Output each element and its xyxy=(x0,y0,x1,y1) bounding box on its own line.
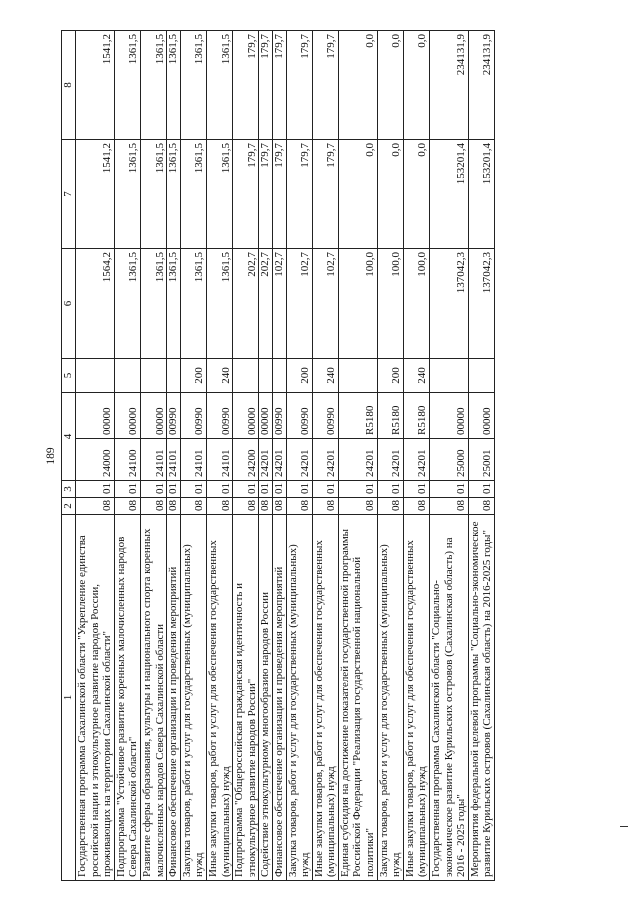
section-code-cell: 08 xyxy=(403,498,429,515)
amount-col7-cell: 0,0 xyxy=(338,140,377,249)
header-cell: 4 xyxy=(62,393,76,481)
target-article-part1-cell: 24101 xyxy=(140,439,166,481)
target-article-part1-cell: 24201 xyxy=(403,439,429,481)
table-row xyxy=(312,31,338,881)
amount-col6-cell: 1361,5 xyxy=(114,249,140,359)
amount-col6-cell: 102,7 xyxy=(286,249,312,359)
subsection-code-cell: 01 xyxy=(272,481,286,498)
expense-type-cell xyxy=(338,359,377,393)
target-article-part2-cell: 00990 xyxy=(312,393,338,439)
target-article-part1-cell: 24100 xyxy=(114,439,140,481)
section-code-cell: 08 xyxy=(259,498,273,515)
expense-type-cell xyxy=(167,359,181,393)
amount-col8-cell: 1541,2 xyxy=(76,31,115,140)
subsection-code-cell: 01 xyxy=(403,481,429,498)
amount-col8-cell: 179,7 xyxy=(233,31,259,140)
section-code-cell: 08 xyxy=(312,498,338,515)
amount-col8-cell: 1361,5 xyxy=(180,31,206,140)
subsection-code-cell: 01 xyxy=(468,481,494,498)
target-article-part2-cell: R5180 xyxy=(403,393,429,439)
target-article-part2-cell: 00000 xyxy=(140,393,166,439)
section-code-cell: 08 xyxy=(180,498,206,515)
expense-type-cell: 240 xyxy=(403,359,429,393)
header-cell: 5 xyxy=(62,359,76,393)
table-row xyxy=(272,31,286,881)
row-name-cell: Иные закупки товаров, работ и услуг для обеспечения государственных (муниципальных) нужд xyxy=(206,515,232,881)
amount-col6-cell: 1361,5 xyxy=(180,249,206,359)
target-article-part1-cell: 24201 xyxy=(312,439,338,481)
table-row xyxy=(377,31,403,881)
amount-col8-cell: 1361,5 xyxy=(140,31,166,140)
amount-col8-cell: 1361,5 xyxy=(206,31,232,140)
subsection-code-cell: 01 xyxy=(338,481,377,498)
header-cell: 3 xyxy=(62,481,76,498)
subsection-code-cell: 01 xyxy=(76,481,115,498)
subsection-code-cell: 01 xyxy=(206,481,232,498)
row-name-cell: Содействие этнокультурному многообразию народов России xyxy=(259,515,273,881)
amount-col6-cell: 102,7 xyxy=(272,249,286,359)
table-row xyxy=(180,31,206,881)
header-cell: 7 xyxy=(62,140,76,249)
subsection-code-cell: 01 xyxy=(167,481,181,498)
section-code-cell: 08 xyxy=(114,498,140,515)
expense-type-cell xyxy=(259,359,273,393)
section-code-cell: 08 xyxy=(167,498,181,515)
amount-col7-cell: 179,7 xyxy=(233,140,259,249)
row-name-cell: Иные закупки товаров, работ и услуг для обеспечения государственных (муниципальных) нужд xyxy=(403,515,429,881)
amount-col8-cell: 179,7 xyxy=(272,31,286,140)
amount-col6-cell: 202,7 xyxy=(259,249,273,359)
table-row xyxy=(206,31,232,881)
subsection-code-cell: 01 xyxy=(140,481,166,498)
table-row xyxy=(468,31,494,881)
section-code-cell: 08 xyxy=(286,498,312,515)
amount-col6-cell: 1361,5 xyxy=(167,249,181,359)
amount-col7-cell: 1361,5 xyxy=(114,140,140,249)
subsection-code-cell: 01 xyxy=(259,481,273,498)
expense-type-cell xyxy=(272,359,286,393)
header-cell: 2 xyxy=(62,498,76,515)
amount-col7-cell: 1361,5 xyxy=(180,140,206,249)
table-row xyxy=(338,31,377,881)
expense-type-cell xyxy=(140,359,166,393)
subsection-code-cell: 01 xyxy=(114,481,140,498)
target-article-part1-cell: 24101 xyxy=(206,439,232,481)
target-article-part1-cell: 24201 xyxy=(272,439,286,481)
table-row xyxy=(114,31,140,881)
row-name-cell: Закупка товаров, работ и услуг для государственных (муниципальных) нужд xyxy=(180,515,206,881)
target-article-part2-cell: 00990 xyxy=(272,393,286,439)
target-article-part2-cell: 00990 xyxy=(180,393,206,439)
target-article-part1-cell: 24200 xyxy=(233,439,259,481)
target-article-part2-cell: 00000 xyxy=(114,393,140,439)
amount-col8-cell: 0,0 xyxy=(377,31,403,140)
amount-col7-cell: 179,7 xyxy=(259,140,273,249)
subsection-code-cell: 01 xyxy=(312,481,338,498)
amount-col8-cell: 179,7 xyxy=(286,31,312,140)
section-code-cell: 08 xyxy=(76,498,115,515)
amount-col7-cell: 153201,4 xyxy=(430,140,469,249)
row-name-cell: Подпрограмма "Общероссийская гражданская идентичность и этнокультурное развитие народов России" xyxy=(233,515,259,881)
table-row xyxy=(286,31,312,881)
row-name-cell: Государственная программа Сахалинской области "Социально-экономическое развитие Курильских островов (Сахалинская область) на 2016 - 2025 годы" xyxy=(430,515,469,881)
table-row xyxy=(430,31,469,881)
target-article-part2-cell: 00000 xyxy=(259,393,273,439)
target-article-part2-cell: R5180 xyxy=(377,393,403,439)
amount-col6-cell: 1361,5 xyxy=(140,249,166,359)
amount-col8-cell: 234131,9 xyxy=(430,31,469,140)
target-article-part2-cell: 00000 xyxy=(76,393,115,439)
section-code-cell: 08 xyxy=(377,498,403,515)
amount-col6-cell: 137042,3 xyxy=(468,249,494,359)
target-article-part2-cell: 00000 xyxy=(468,393,494,439)
row-name-cell: Подпрограмма "Устойчивое развитие коренных малочисленных народов Севера Сахалинской области" xyxy=(114,515,140,881)
target-article-part1-cell: 24101 xyxy=(167,439,181,481)
expense-type-cell xyxy=(468,359,494,393)
section-code-cell: 08 xyxy=(338,498,377,515)
amount-col6-cell: 137042,3 xyxy=(430,249,469,359)
amount-col6-cell: 100,0 xyxy=(377,249,403,359)
target-article-part2-cell: 00990 xyxy=(167,393,181,439)
target-article-part2-cell: 00000 xyxy=(233,393,259,439)
subsection-code-cell: 01 xyxy=(233,481,259,498)
section-code-cell: 08 xyxy=(233,498,259,515)
subsection-code-cell: 01 xyxy=(430,481,469,498)
amount-col8-cell: 0,0 xyxy=(338,31,377,140)
amount-col7-cell: 0,0 xyxy=(377,140,403,249)
amount-col7-cell: 0,0 xyxy=(403,140,429,249)
amount-col7-cell: 179,7 xyxy=(312,140,338,249)
expense-type-cell: 240 xyxy=(312,359,338,393)
amount-col8-cell: 234131,9 xyxy=(468,31,494,140)
row-name-cell: Развитие сферы образования, культуры и национального спорта коренных малочисленных народов Севера Сахалинской области xyxy=(140,515,166,881)
amount-col7-cell: 1361,5 xyxy=(206,140,232,249)
target-article-part2-cell: R5180 xyxy=(338,393,377,439)
target-article-part1-cell: 25000 xyxy=(430,439,469,481)
amount-col7-cell: 1541,2 xyxy=(76,140,115,249)
target-article-part2-cell: 00990 xyxy=(286,393,312,439)
section-code-cell: 08 xyxy=(140,498,166,515)
amount-col7-cell: 1361,5 xyxy=(140,140,166,249)
expense-type-cell: 200 xyxy=(377,359,403,393)
target-article-part1-cell: 24000 xyxy=(76,439,115,481)
expense-type-cell xyxy=(233,359,259,393)
target-article-part1-cell: 24201 xyxy=(338,439,377,481)
amount-col8-cell: 0,0 xyxy=(403,31,429,140)
scan-mark xyxy=(620,826,628,827)
table-row xyxy=(259,31,273,881)
row-name-cell: Закупка товаров, работ и услуг для государственных (муниципальных) нужд xyxy=(377,515,403,881)
expense-type-cell: 200 xyxy=(180,359,206,393)
table-row xyxy=(233,31,259,881)
budget-table xyxy=(61,30,495,881)
amount-col8-cell: 1361,5 xyxy=(167,31,181,140)
row-name-cell: Иные закупки товаров, работ и услуг для обеспечения государственных (муниципальных) нужд xyxy=(312,515,338,881)
table-row xyxy=(140,31,166,881)
row-name-cell: Государственная программа Сахалинской области "Укрепление единства российской нации и этнокультурное развитие народов России, проживающих на территории Сахалинской области" xyxy=(76,515,115,881)
section-code-cell: 08 xyxy=(468,498,494,515)
target-article-part1-cell: 24201 xyxy=(259,439,273,481)
expense-type-cell xyxy=(114,359,140,393)
subsection-code-cell: 01 xyxy=(377,481,403,498)
table-body xyxy=(62,31,495,881)
amount-col8-cell: 1361,5 xyxy=(114,31,140,140)
amount-col7-cell: 153201,4 xyxy=(468,140,494,249)
target-article-part2-cell: 00000 xyxy=(430,393,469,439)
amount-col7-cell: 1361,5 xyxy=(167,140,181,249)
amount-col6-cell: 100,0 xyxy=(338,249,377,359)
row-name-cell: Мероприятия федеральной целевой программы "Социально-экономическое развитие Курильских островов (Сахалинская область) на 2016-2025 годы" xyxy=(468,515,494,881)
expense-type-cell xyxy=(430,359,469,393)
target-article-part1-cell: 24201 xyxy=(286,439,312,481)
amount-col6-cell: 1361,5 xyxy=(206,249,232,359)
target-article-part1-cell: 24201 xyxy=(377,439,403,481)
amount-col6-cell: 202,7 xyxy=(233,249,259,359)
amount-col6-cell: 1564,2 xyxy=(76,249,115,359)
section-code-cell: 08 xyxy=(206,498,232,515)
row-name-cell: Финансовое обеспечение организации и проведения мероприятий xyxy=(167,515,181,881)
expense-type-cell: 200 xyxy=(286,359,312,393)
section-code-cell: 08 xyxy=(430,498,469,515)
section-code-cell: 08 xyxy=(272,498,286,515)
target-article-part1-cell: 25001 xyxy=(468,439,494,481)
table-row xyxy=(76,31,115,881)
amount-col7-cell: 179,7 xyxy=(272,140,286,249)
expense-type-cell xyxy=(76,359,115,393)
header-cell: 1 xyxy=(62,515,76,881)
amount-col6-cell: 102,7 xyxy=(312,249,338,359)
row-name-cell: Закупка товаров, работ и услуг для государственных (муниципальных) нужд xyxy=(286,515,312,881)
rotated-page xyxy=(44,31,604,881)
subsection-code-cell: 01 xyxy=(286,481,312,498)
amount-col7-cell: 179,7 xyxy=(286,140,312,249)
subsection-code-cell: 01 xyxy=(180,481,206,498)
table-row xyxy=(403,31,429,881)
amount-col8-cell: 179,7 xyxy=(259,31,273,140)
amount-col8-cell: 179,7 xyxy=(312,31,338,140)
header-cell: 6 xyxy=(62,249,76,359)
table-row xyxy=(167,31,181,881)
amount-col6-cell: 100,0 xyxy=(403,249,429,359)
row-name-cell: Финансовое обеспечение организации и проведения мероприятий xyxy=(272,515,286,881)
header-cell: 8 xyxy=(62,31,76,140)
row-name-cell: Единая субсидия на достижение показателей государственной программы Российской Федерации "Реализация государственной национальной политики" xyxy=(338,515,377,881)
target-article-part1-cell: 24101 xyxy=(180,439,206,481)
target-article-part2-cell: 00990 xyxy=(206,393,232,439)
expense-type-cell: 240 xyxy=(206,359,232,393)
page-number: 189 xyxy=(45,447,57,465)
header-row xyxy=(62,31,76,881)
